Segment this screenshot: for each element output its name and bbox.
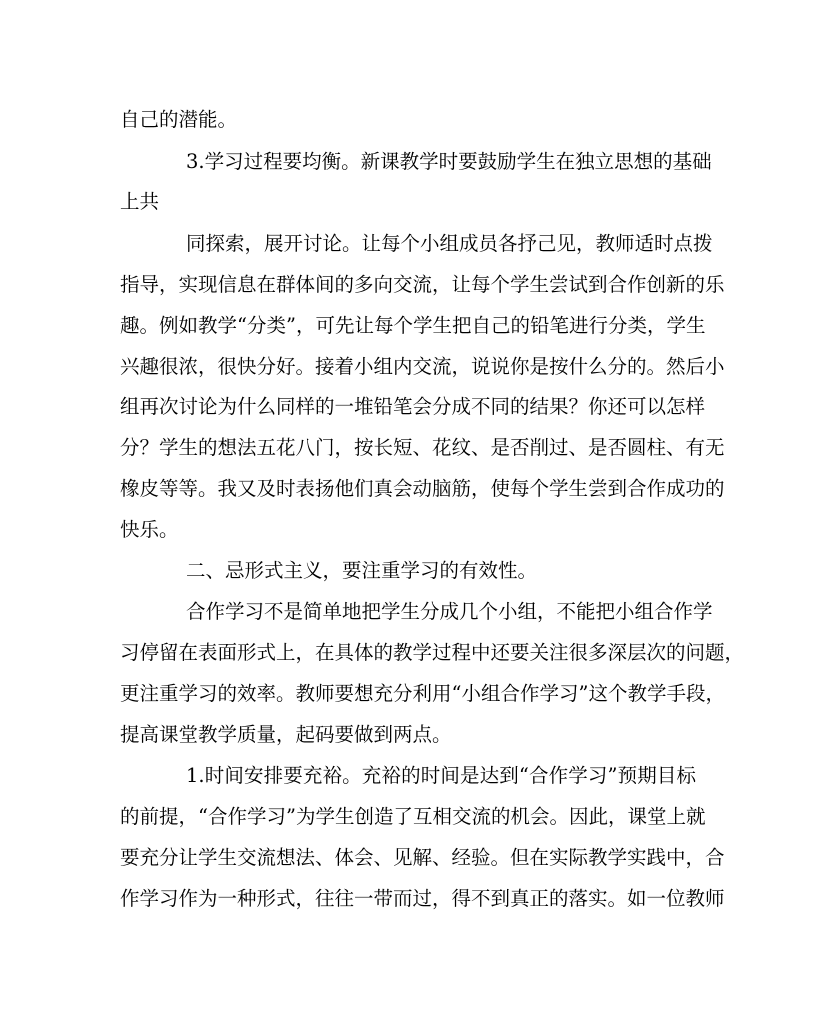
- text-line-13: 合作学习不是简单地把学生分成几个小组，不能把小组合作学: [186, 600, 713, 623]
- text-line-7: 兴趣很浓，很快分好。接着小组内交流，说说你是按什么分的。然后小: [120, 355, 725, 378]
- text-line-3: 上共: [120, 190, 160, 213]
- text-line-19: 要充分让学生交流想法、体会、见解、经验。但在实际教学实践中，合: [120, 846, 725, 869]
- text-line-15: 更注重学习的效率。教师要想充分利用“小组合作学习”这个教学手段，: [120, 682, 725, 705]
- text-line-4: 同探索，展开讨论。让每个小组成员各抒己见，教师适时点拨: [186, 232, 713, 255]
- text-line-10: 橡皮等等。我又及时表扬他们真会动脑筋，使每个学生尝到合作成功的: [120, 477, 725, 500]
- text-line-11: 快乐。: [120, 518, 179, 541]
- section-heading: 二、忌形式主义，要注重学习的有效性。: [186, 559, 538, 582]
- text-line-20: 作学习作为一种形式，往往一带而过，得不到真正的落实。如一位教师: [120, 887, 725, 910]
- text-line-16: 提高课堂教学质量，起码要做到两点。: [120, 723, 452, 746]
- text-line-6: 趣。例如教学“分类”，可先让每个学生把自己的铅笔进行分类，学生: [120, 314, 706, 337]
- text-line-9: 分？学生的想法五花八门，按长短、花纹、是否削过、是否圆柱、有无: [120, 436, 725, 459]
- text-line-1: 自己的潜能。: [120, 108, 238, 131]
- text-line-14: 习停留在表面形式上，在具体的教学过程中还要关注很多深层次的问题，: [120, 641, 745, 664]
- text-line-18: 的前提，“合作学习”为学生创造了互相交流的机会。因此，课堂上就: [120, 805, 706, 828]
- text-line-17: 1.时间安排要充裕。充裕的时间是达到“合作学习”预期目标: [186, 764, 696, 787]
- text-line-8: 组再次讨论为什么同样的一堆铅笔会分成不同的结果？你还可以怎样: [120, 395, 706, 418]
- text-line-2: 3.学习过程要均衡。新课教学时要鼓励学生在独立思想的基础: [186, 150, 712, 173]
- text-line-5: 指导，实现信息在群体间的多向交流，让每个学生尝试到合作创新的乐: [120, 273, 725, 296]
